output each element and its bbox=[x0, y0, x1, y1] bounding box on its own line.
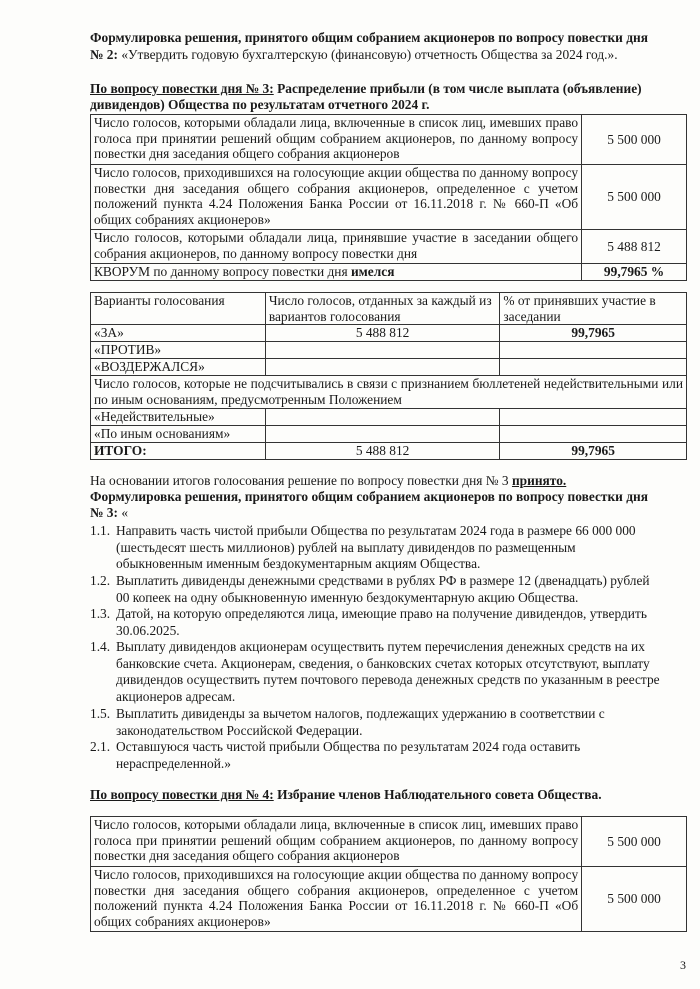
q4-quorum-table bbox=[90, 816, 687, 932]
vote-option-for: «ЗА» bbox=[91, 325, 266, 342]
q3-heading-line2: дивидендов) Общества по результатам отчетного 2024 г. bbox=[90, 97, 430, 112]
quorum-value: 5 500 000 bbox=[582, 867, 687, 932]
quorum-label: Число голосов, приходившихся на голосующие акции общества по данному вопросу повестки дня заседания общего собрания акционеров, определенное с учетом положений пункта 4.24 Положения Банка России от 16.11.2018 г. № 660-П «Об общих собраниях акционеров» bbox=[91, 867, 582, 932]
not-counted-note: Число голосов, которые не подсчитывались в связи с признанием бюллетеней недействительными или по иным основаниям, предусмотренным Положением bbox=[91, 376, 687, 409]
vote-total-count: 5 488 812 bbox=[265, 443, 500, 460]
table-row bbox=[91, 230, 687, 264]
vote-percent: 99,7965 bbox=[500, 325, 687, 342]
list-item: 1.5. Выплатить дивиденды за вычетом налогов, подлежащих удержанию в соответствии с законодательством Российской Федерации. bbox=[90, 706, 605, 738]
vote-count: 5 488 812 bbox=[265, 325, 500, 342]
q3-decision-heading: Формулировка решения, принятого общим собранием акционеров по вопросу повестки дня bbox=[90, 489, 648, 504]
q3-vote-table bbox=[90, 292, 687, 460]
q3-decision-heading-line2: № 3: « bbox=[90, 505, 129, 520]
table-row bbox=[91, 325, 687, 342]
quorum-value: 5 500 000 bbox=[582, 165, 687, 230]
quorum-label: Число голосов, которыми обладали лица, принявшие участие в заседании общего собрания акционеров, по данному вопросу повестки дня bbox=[91, 230, 582, 264]
q3-quorum-table bbox=[90, 114, 687, 281]
table-row bbox=[91, 426, 687, 443]
vote-total-label: ИТОГО: bbox=[91, 443, 266, 460]
vote-total-percent: 99,7965 bbox=[500, 443, 687, 460]
vote-option-invalid: «Недействительные» bbox=[91, 409, 266, 426]
q3-result: На основании итогов голосования решение по вопросу повестки дня № 3 принято. bbox=[90, 473, 567, 488]
quorum-label: Число голосов, которыми обладали лица, включенные в список лиц, имевших право голоса при принятии решений общим собранием акционеров, по данному вопросу повестки дня заседания общего собрания акционеров bbox=[91, 115, 582, 165]
quorum-value: 5 488 812 bbox=[582, 230, 687, 264]
q4-heading: По вопросу повестки дня № 4: Избрание членов Наблюдательного совета Общества. bbox=[90, 787, 602, 802]
table-row bbox=[91, 165, 687, 230]
quorum-label: Число голосов, приходившихся на голосующие акции общества по данному вопросу повестки дня заседания общего собрания акционеров, определенное с учетом положений пункта 4.24 Положения Банка России от 16.11.2018 г. № 660-П «Об общих собраниях акционеров» bbox=[91, 165, 582, 230]
quorum-label: Число голосов, которыми обладали лица, включенные в список лиц, имевших право голоса при принятии решений общим собранием акционеров, по данному вопросу повестки дня заседания общего собрания акционеров bbox=[91, 817, 582, 867]
q2-decision-heading: Формулировка решения, принятого общим собранием акционеров по вопросу повестки дня bbox=[90, 30, 648, 45]
table-row bbox=[91, 867, 687, 932]
table-row bbox=[91, 409, 687, 426]
quorum-summary-value: 99,7965 % bbox=[582, 264, 687, 281]
table-row bbox=[91, 115, 687, 165]
column-header: Число голосов, отданных за каждый из вариантов голосования bbox=[265, 293, 500, 325]
table-row bbox=[91, 443, 687, 460]
page-number: 3 bbox=[680, 958, 686, 972]
list-item: 1.1. Направить часть чистой прибыли Общества по результатам 2024 года в размере 66 000 000 (шестьдесят шесть миллионов) рублей на выплату дивидендов по размещенным обыкновенным именным бездокументарным акциям Общества. bbox=[90, 523, 636, 571]
table-header-row bbox=[91, 293, 687, 325]
list-item: 1.4. Выплату дивидендов акционерам осуществить путем перечисления денежных средств на их банковские счета. Акционерам, сведения, о банковских счетах которых отсутствуют, выплату дивидендов осуществить путем почтового перевода денежных средств по указанным в реестре акционеров адресам. bbox=[90, 639, 660, 704]
list-item: 2.1. Оставшуюся часть чистой прибыли Общества по результатам 2024 года оставить нераспределенной.» bbox=[90, 739, 581, 771]
q2-decision-text: № 2: «Утвердить годовую бухгалтерскую (финансовую) отчетность Общества за 2024 год.». bbox=[90, 47, 618, 62]
column-header: Варианты голосования bbox=[91, 293, 266, 325]
quorum-value: 5 500 000 bbox=[582, 817, 687, 867]
column-header: % от принявших участие в заседании bbox=[500, 293, 687, 325]
vote-option-other: «По иным основаниям» bbox=[91, 426, 266, 443]
vote-option-against: «ПРОТИВ» bbox=[91, 342, 266, 359]
table-row bbox=[91, 342, 687, 359]
quorum-value: 5 500 000 bbox=[582, 115, 687, 165]
vote-option-abstain: «ВОЗДЕРЖАЛСЯ» bbox=[91, 359, 266, 376]
table-row bbox=[91, 264, 687, 281]
list-item: 1.3. Датой, на которую определяются лица, имеющие право на получение дивидендов, утвердить 30.06.2025. bbox=[90, 606, 647, 638]
list-item: 1.2. Выплатить дивиденды денежными средствами в рублях РФ в размере 12 (двенадцать) рублей 00 копеек на одну обыкновенную именную бездокументарную акцию Общества. bbox=[90, 573, 650, 605]
q3-heading: По вопросу повестки дня № 3: Распределение прибыли (в том числе выплата (объявление) bbox=[90, 81, 642, 96]
quorum-summary-label: КВОРУМ по данному вопросу повестки дня имелся bbox=[91, 264, 582, 281]
table-row bbox=[91, 359, 687, 376]
table-row bbox=[91, 817, 687, 867]
table-row bbox=[91, 376, 687, 409]
